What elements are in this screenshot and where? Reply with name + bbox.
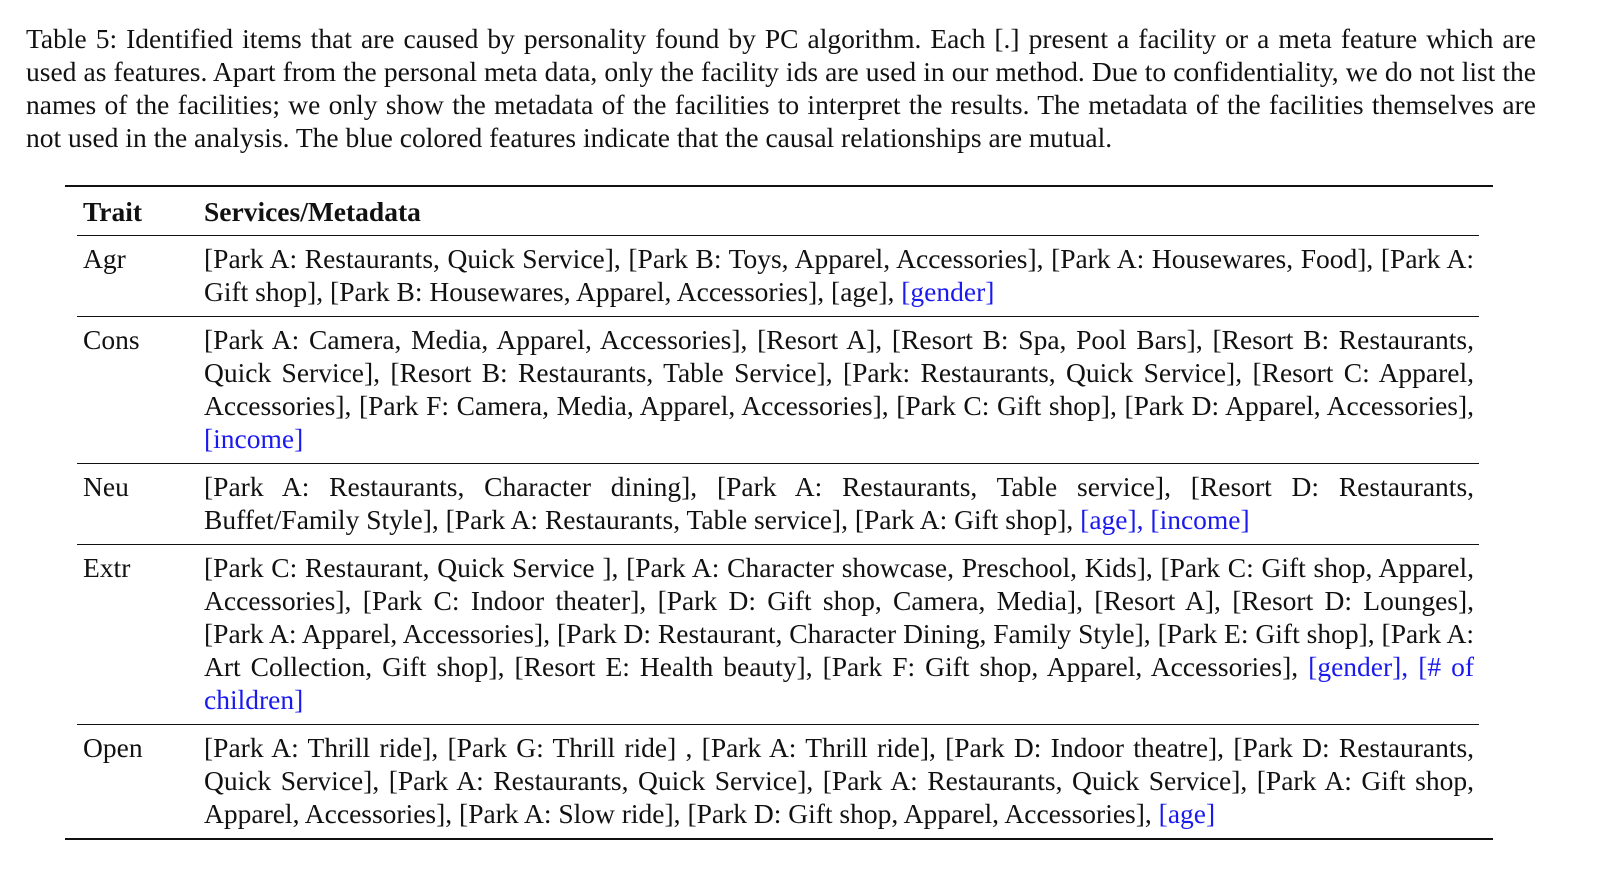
mutual-feature: [age] bbox=[1158, 798, 1216, 829]
feature-item: [Resort A], bbox=[1094, 585, 1221, 616]
feature-item: [Park F: Camera, Media, Apparel, Accessories], bbox=[358, 390, 889, 421]
feature-item: [Park A: Apparel, Accessories], bbox=[204, 618, 551, 649]
feature-item: [Park B: Housewares, Apparel, Accessories], bbox=[330, 276, 825, 307]
services-cell bbox=[204, 323, 1474, 455]
services-cell bbox=[204, 731, 1474, 830]
results-table bbox=[65, 185, 1493, 840]
feature-item: [Park A: Restaurants, Quick Service], bbox=[822, 765, 1248, 796]
mutual-feature: [income] bbox=[1150, 504, 1250, 535]
services-cell bbox=[204, 551, 1474, 716]
feature-item: [Park A: Art Collection, Gift shop], bbox=[204, 618, 1475, 682]
mutual-feature: [income] bbox=[204, 423, 304, 454]
feature-item: [Park A: Restaurants, Character dining], bbox=[204, 471, 698, 502]
table-row bbox=[65, 545, 1493, 724]
feature-item: [Park C: Indoor theater], bbox=[362, 585, 647, 616]
services-cell bbox=[204, 242, 1474, 308]
feature-item: [Park A: Character showcase, Preschool, Kids], bbox=[626, 552, 1153, 583]
feature-item: [Park A: Gift shop, Apparel, Accessories], bbox=[204, 765, 1474, 829]
table-row bbox=[65, 236, 1493, 316]
mutual-feature: [age], bbox=[1080, 504, 1144, 535]
feature-item: [Park C: Gift shop, Apparel, Accessories], bbox=[204, 552, 1474, 616]
feature-item: [Park A: Thrill ride], bbox=[701, 732, 936, 763]
feature-item: [Park G: Thrill ride] , bbox=[447, 732, 693, 763]
trait-cell: Extr bbox=[83, 552, 131, 583]
header-trait: Trait bbox=[83, 195, 143, 227]
feature-item: [Park F: Gift shop, Apparel, Accessories], bbox=[822, 651, 1299, 682]
table-row bbox=[65, 464, 1493, 544]
feature-item: [Park: Restaurants, Quick Service], bbox=[842, 357, 1243, 388]
feature-item: [Resort B: Restaurants, Quick Service], bbox=[204, 324, 1474, 388]
feature-item: [Park A: Thrill ride], bbox=[204, 732, 439, 763]
feature-item: [Park A: Slow ride], bbox=[459, 798, 681, 829]
feature-item: [Resort B: Restaurants, Table Service], bbox=[390, 357, 833, 388]
trait-cell: Open bbox=[83, 732, 143, 763]
feature-item: [Park A: Gift shop], bbox=[854, 504, 1074, 535]
mutual-feature: [gender] bbox=[901, 276, 995, 307]
table-bottom-rule bbox=[65, 838, 1493, 840]
feature-item: [Park B: Toys, Apparel, Accessories], bbox=[628, 243, 1044, 274]
mutual-feature: [gender], bbox=[1308, 651, 1409, 682]
trait-cell: Neu bbox=[83, 471, 129, 502]
table-row bbox=[65, 725, 1493, 838]
feature-item: [age], bbox=[831, 276, 895, 307]
feature-item: [Park E: Gift shop], bbox=[1157, 618, 1375, 649]
table-header-row bbox=[65, 187, 1493, 235]
feature-item: [Resort E: Health beauty], bbox=[514, 651, 813, 682]
trait-cell: Cons bbox=[83, 324, 140, 355]
header-services: Services/Metadata bbox=[204, 195, 421, 227]
services-cell bbox=[204, 470, 1474, 536]
feature-item: [Park A: Housewares, Food], bbox=[1051, 243, 1374, 274]
feature-item: [Park D: Restaurant, Character Dining, Family Style], bbox=[557, 618, 1151, 649]
feature-item: [Park A: Gift shop], bbox=[204, 243, 1475, 307]
feature-item: [Park A: Restaurants, Table service], bbox=[716, 471, 1171, 502]
feature-item: [Park C: Restaurant, Quick Service ], bbox=[204, 552, 619, 583]
feature-item: [Park D: Gift shop, Camera, Media], bbox=[657, 585, 1083, 616]
trait-cell: Agr bbox=[83, 243, 126, 274]
feature-item: [Park D: Restaurants, Quick Service], bbox=[204, 732, 1475, 796]
feature-item: [Park A: Restaurants, Table service], bbox=[445, 504, 848, 535]
table-caption: Table 5: Identified items that are caused by personality found by PC algorithm. Each [.] present a facility or a meta feature which are used as features. Apart from the personal meta data, only the facility ids are used in our method. Due to confidentiality, we do not list the names of the facilities; we only show the metadata of the facilities to interpret the results. The metadata of the facilities themselves are not used in the analysis. The blue colored features indicate that the causal relationships are mutual. bbox=[26, 23, 1536, 153]
feature-item: [Resort D: Restaurants, Buffet/Family Style], bbox=[204, 471, 1475, 535]
feature-item: [Park C: Gift shop], bbox=[896, 390, 1117, 421]
feature-item: [Park A: Camera, Media, Apparel, Accessories], bbox=[204, 324, 748, 355]
feature-item: [Park A: Restaurants, Quick Service], bbox=[388, 765, 814, 796]
feature-item: [Resort D: Lounges], bbox=[1232, 585, 1475, 616]
feature-item: [Park D: Indoor theatre], bbox=[945, 732, 1225, 763]
feature-item: [Resort B: Spa, Pool Bars], bbox=[891, 324, 1203, 355]
feature-item: [Resort A], bbox=[757, 324, 883, 355]
table-body bbox=[65, 235, 1493, 838]
feature-item: [Park D: Apparel, Accessories], bbox=[1124, 390, 1475, 421]
table-row bbox=[65, 317, 1493, 463]
mutual-feature: [# of children] bbox=[204, 651, 1475, 715]
feature-item: [Park D: Gift shop, Apparel, Accessories], bbox=[687, 798, 1152, 829]
feature-item: [Resort C: Apparel, Accessories], bbox=[204, 357, 1475, 421]
feature-item: [Park A: Restaurants, Quick Service], bbox=[204, 243, 621, 274]
